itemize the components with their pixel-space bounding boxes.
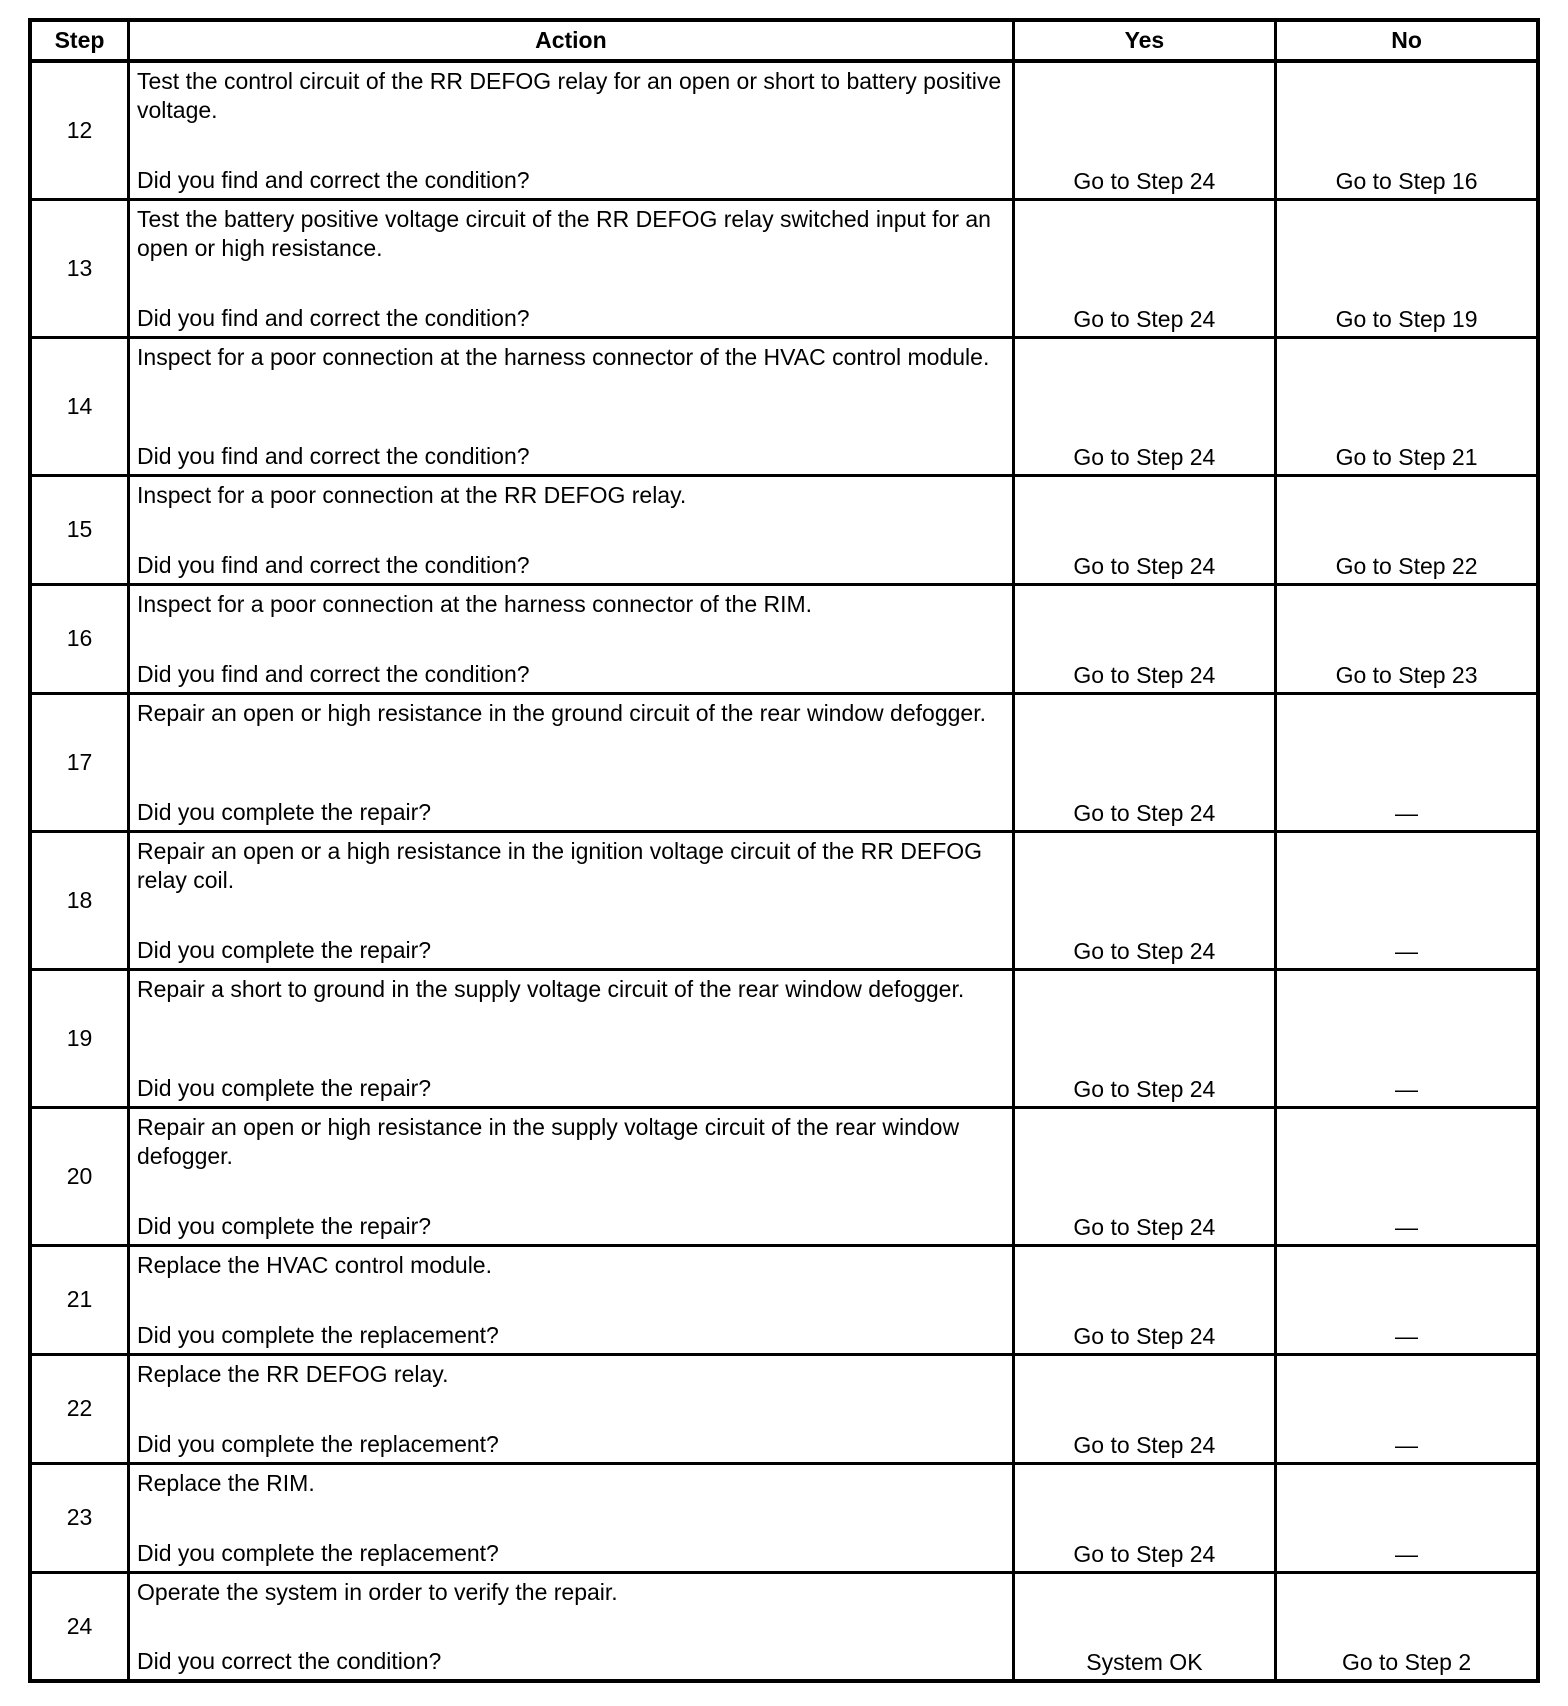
no-result: — xyxy=(1395,799,1419,826)
table-row xyxy=(30,1354,1538,1463)
yes-cell xyxy=(1013,831,1275,969)
table-row xyxy=(30,61,1538,199)
action-text: Inspect for a poor connection at the harness connector of the HVAC control module. xyxy=(137,343,990,370)
header-action: Action xyxy=(129,20,1014,61)
step-number: 17 xyxy=(30,693,129,831)
action-cell xyxy=(129,61,1014,199)
action-question: Did you complete the repair? xyxy=(137,798,432,825)
yes-cell xyxy=(1013,1107,1275,1245)
no-result: — xyxy=(1395,1431,1419,1458)
yes-cell xyxy=(1013,1354,1275,1463)
action-question: Did you correct the condition? xyxy=(137,1648,442,1674)
action-question: Did you find and correct the condition? xyxy=(137,551,530,578)
table-row xyxy=(30,1245,1538,1354)
action-text: Test the control circuit of the RR DEFOG relay for an open or short to battery positive voltage. xyxy=(137,68,1002,123)
step-number: 21 xyxy=(30,1245,129,1354)
step-number: 16 xyxy=(30,584,129,693)
yes-cell xyxy=(1013,337,1275,475)
action-question: Did you find and correct the condition? xyxy=(137,166,530,193)
yes-result: Go to Step 24 xyxy=(1073,1431,1216,1458)
yes-cell xyxy=(1013,475,1275,584)
no-result: — xyxy=(1395,1322,1419,1349)
no-cell xyxy=(1276,1245,1538,1354)
yes-cell xyxy=(1013,969,1275,1107)
yes-result: Go to Step 24 xyxy=(1073,799,1216,826)
action-text: Replace the HVAC control module. xyxy=(137,1251,492,1278)
step-number: 18 xyxy=(30,831,129,969)
no-cell xyxy=(1276,1354,1538,1463)
action-question: Did you find and correct the condition? xyxy=(137,304,530,331)
no-result: — xyxy=(1395,1540,1419,1567)
action-question: Did you complete the replacement? xyxy=(137,1539,499,1566)
action-cell xyxy=(129,475,1014,584)
no-result: — xyxy=(1395,1075,1419,1102)
action-cell xyxy=(129,1107,1014,1245)
action-cell xyxy=(129,831,1014,969)
no-result: Go to Step 16 xyxy=(1335,167,1478,194)
yes-cell xyxy=(1013,584,1275,693)
table-row xyxy=(30,969,1538,1107)
header-row xyxy=(30,20,1538,61)
action-text: Inspect for a poor connection at the harness connector of the RIM. xyxy=(137,590,813,617)
step-number: 15 xyxy=(30,475,129,584)
header-no: No xyxy=(1276,20,1538,61)
no-cell xyxy=(1276,693,1538,831)
yes-cell xyxy=(1013,1572,1275,1681)
action-text: Replace the RIM. xyxy=(137,1469,315,1496)
yes-result: Go to Step 24 xyxy=(1073,167,1216,194)
step-number: 12 xyxy=(30,61,129,199)
no-result: Go to Step 19 xyxy=(1335,305,1478,332)
action-question: Did you complete the repair? xyxy=(137,1212,432,1239)
table-row xyxy=(30,584,1538,693)
no-cell xyxy=(1276,475,1538,584)
no-result: Go to Step 23 xyxy=(1335,661,1478,688)
no-result: — xyxy=(1395,1213,1419,1240)
no-cell xyxy=(1276,1107,1538,1245)
action-text: Replace the RR DEFOG relay. xyxy=(137,1360,449,1387)
action-question: Did you complete the replacement? xyxy=(137,1430,499,1457)
step-number: 22 xyxy=(30,1354,129,1463)
yes-result: Go to Step 24 xyxy=(1073,1322,1216,1349)
step-number: 24 xyxy=(30,1572,129,1681)
yes-result: Go to Step 24 xyxy=(1073,305,1216,332)
yes-cell xyxy=(1013,199,1275,337)
yes-result: Go to Step 24 xyxy=(1073,1213,1216,1240)
no-cell xyxy=(1276,1463,1538,1572)
step-number: 14 xyxy=(30,337,129,475)
action-text: Repair an open or high resistance in the ground circuit of the rear window defogger. xyxy=(137,699,986,726)
no-cell xyxy=(1276,61,1538,199)
step-number: 19 xyxy=(30,969,129,1107)
no-cell xyxy=(1276,1572,1538,1681)
no-cell xyxy=(1276,969,1538,1107)
yes-result: Go to Step 24 xyxy=(1073,1540,1216,1567)
yes-result: Go to Step 24 xyxy=(1073,552,1216,579)
table-row xyxy=(30,475,1538,584)
action-question: Did you complete the repair? xyxy=(137,936,432,963)
table-row xyxy=(30,1572,1538,1681)
action-cell xyxy=(129,1245,1014,1354)
table-row xyxy=(30,831,1538,969)
no-cell xyxy=(1276,337,1538,475)
action-text: Test the battery positive voltage circuit of the RR DEFOG relay switched input for an open or high resistance. xyxy=(137,205,991,261)
action-cell xyxy=(129,1463,1014,1572)
action-cell xyxy=(129,584,1014,693)
action-text: Inspect for a poor connection at the RR DEFOG relay. xyxy=(137,481,687,508)
no-cell xyxy=(1276,831,1538,969)
action-question: Did you complete the repair? xyxy=(137,1074,432,1101)
action-cell xyxy=(129,1354,1014,1463)
no-result: Go to Step 22 xyxy=(1335,552,1478,579)
yes-result: Go to Step 24 xyxy=(1073,1075,1216,1102)
action-question: Did you find and correct the condition? xyxy=(137,660,530,687)
action-text: Repair an open or a high resistance in the ignition voltage circuit of the RR DEFOG relay coil. xyxy=(137,837,983,893)
yes-result: Go to Step 24 xyxy=(1073,937,1216,964)
action-cell xyxy=(129,337,1014,475)
no-result: — xyxy=(1395,937,1419,964)
yes-cell xyxy=(1013,61,1275,199)
header-step: Step xyxy=(30,20,129,61)
table-row xyxy=(30,199,1538,337)
no-result: Go to Step 21 xyxy=(1335,443,1478,470)
action-question: Did you complete the replacement? xyxy=(137,1321,499,1348)
step-number: 13 xyxy=(30,199,129,337)
yes-result: Go to Step 24 xyxy=(1073,661,1216,688)
table-row xyxy=(30,1107,1538,1245)
table-row xyxy=(30,1463,1538,1572)
yes-cell xyxy=(1013,693,1275,831)
action-question: Did you find and correct the condition? xyxy=(137,442,530,469)
action-cell xyxy=(129,969,1014,1107)
action-cell xyxy=(129,199,1014,337)
table-row xyxy=(30,337,1538,475)
table-row xyxy=(30,693,1538,831)
header-yes: Yes xyxy=(1013,20,1275,61)
yes-result: Go to Step 24 xyxy=(1073,443,1216,470)
no-cell xyxy=(1276,584,1538,693)
yes-cell xyxy=(1013,1245,1275,1354)
action-text: Operate the system in order to verify the repair. xyxy=(137,1578,618,1605)
step-number: 20 xyxy=(30,1107,129,1245)
action-text: Repair an open or high resistance in the supply voltage circuit of the rear window defogger. xyxy=(137,1113,960,1169)
yes-result: System OK xyxy=(1086,1649,1203,1675)
action-cell xyxy=(129,693,1014,831)
diagnostic-table xyxy=(28,18,1540,1683)
no-result: Go to Step 2 xyxy=(1341,1649,1472,1675)
yes-cell xyxy=(1013,1463,1275,1572)
no-cell xyxy=(1276,199,1538,337)
action-cell xyxy=(129,1572,1014,1681)
action-text: Repair a short to ground in the supply voltage circuit of the rear window defogger. xyxy=(137,975,965,1002)
step-number: 23 xyxy=(30,1463,129,1572)
